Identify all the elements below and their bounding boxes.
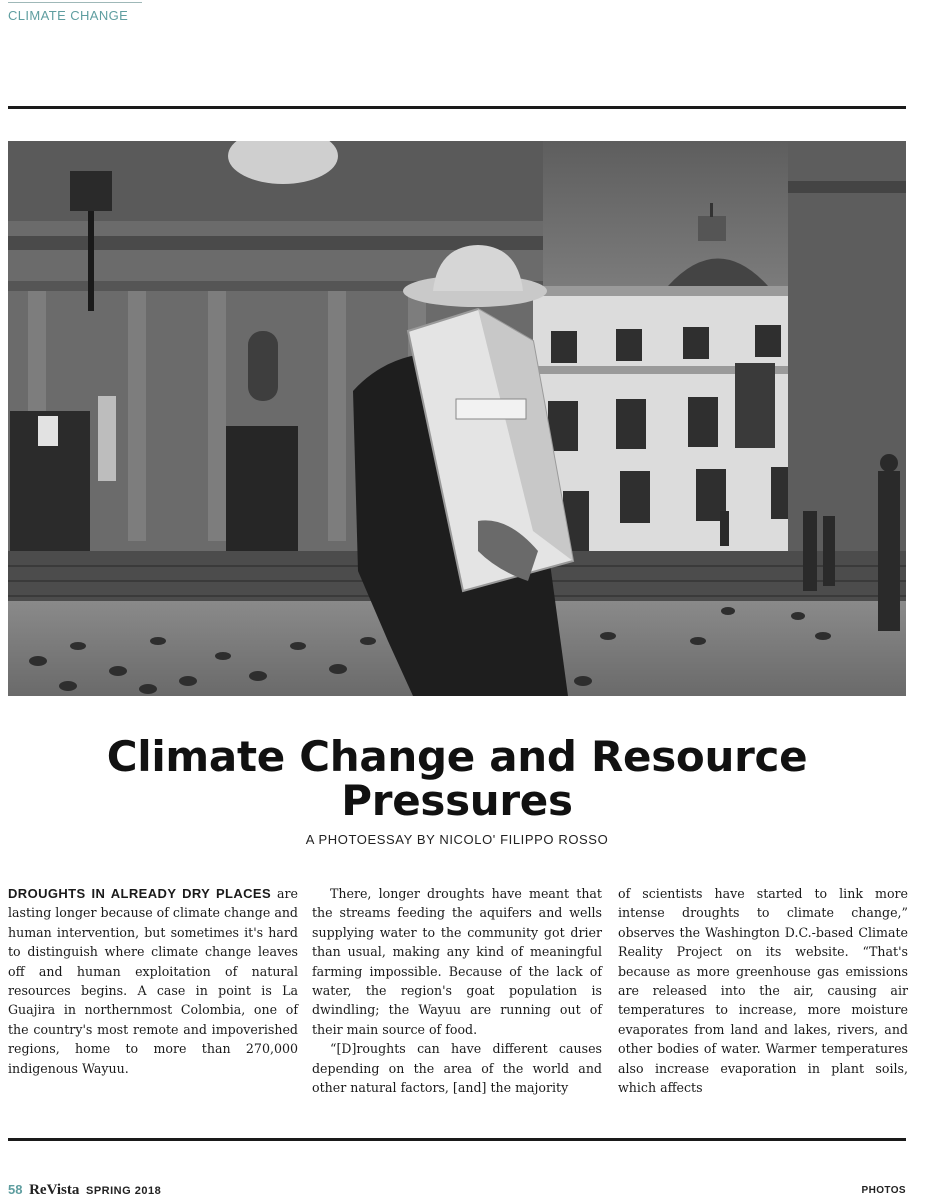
body-column-3 (618, 884, 908, 1097)
paragraph-text: are lasting longer because of climate change and human intervention, but sometimes it's hard to distinguish where climate change leaves off and human exploitation of natural resources begins. A case in point is La Guajira in northernmost Colombia, one of the country's most remote and impoverished regions, home to more than 270,000 indigenous Wayuu. (8, 886, 298, 1076)
paragraph: of scientists have started to link more intense droughts to climate change,” observes the Washington D.C.-based Climate Reality Project on its website. “That's because as more greenhouse gas emissions are released into the air, causing air temperatures to increase, more moisture evaporates from land and lakes, rivers, and other bodies of water. Warmer temperatures also increase evaporation in plant soils, which affects (618, 886, 908, 1096)
lead-in: DROUGHTS IN ALREADY DRY PLACES (8, 886, 272, 901)
section-tag: CLIMATE CHANGE (8, 2, 142, 23)
paragraph: There, longer droughts have meant that the streams feeding the aquifers and wells supplying water to the community got drier than usual, making any kind of meaningful farming impossible. Because of the lack of water, the region's goat population is dwindling; the Wayuu are running out of their main source of food. (312, 886, 602, 1037)
article-photo (8, 141, 906, 696)
magazine-name: ReVista (29, 1182, 80, 1198)
page-footer (8, 1182, 161, 1199)
footer-section: PHOTOS (861, 1185, 906, 1196)
paragraph (8, 884, 298, 1078)
article-title: Climate Change and Resource Pressures (106, 732, 808, 825)
bottom-rule (8, 1138, 906, 1141)
page-number: 58 (8, 1182, 23, 1197)
top-rule (8, 106, 906, 109)
issue-label: SPRING 2018 (86, 1185, 162, 1197)
byline: A PHOTOESSAY BY NICOLO' FILIPPO ROSSO (305, 832, 609, 847)
paragraph: “[D]roughts can have different causes depending on the area of the world and other natural factors, [and] the majority (312, 1041, 602, 1096)
body-column-1 (8, 884, 298, 1078)
body-column-2 (312, 884, 602, 1097)
